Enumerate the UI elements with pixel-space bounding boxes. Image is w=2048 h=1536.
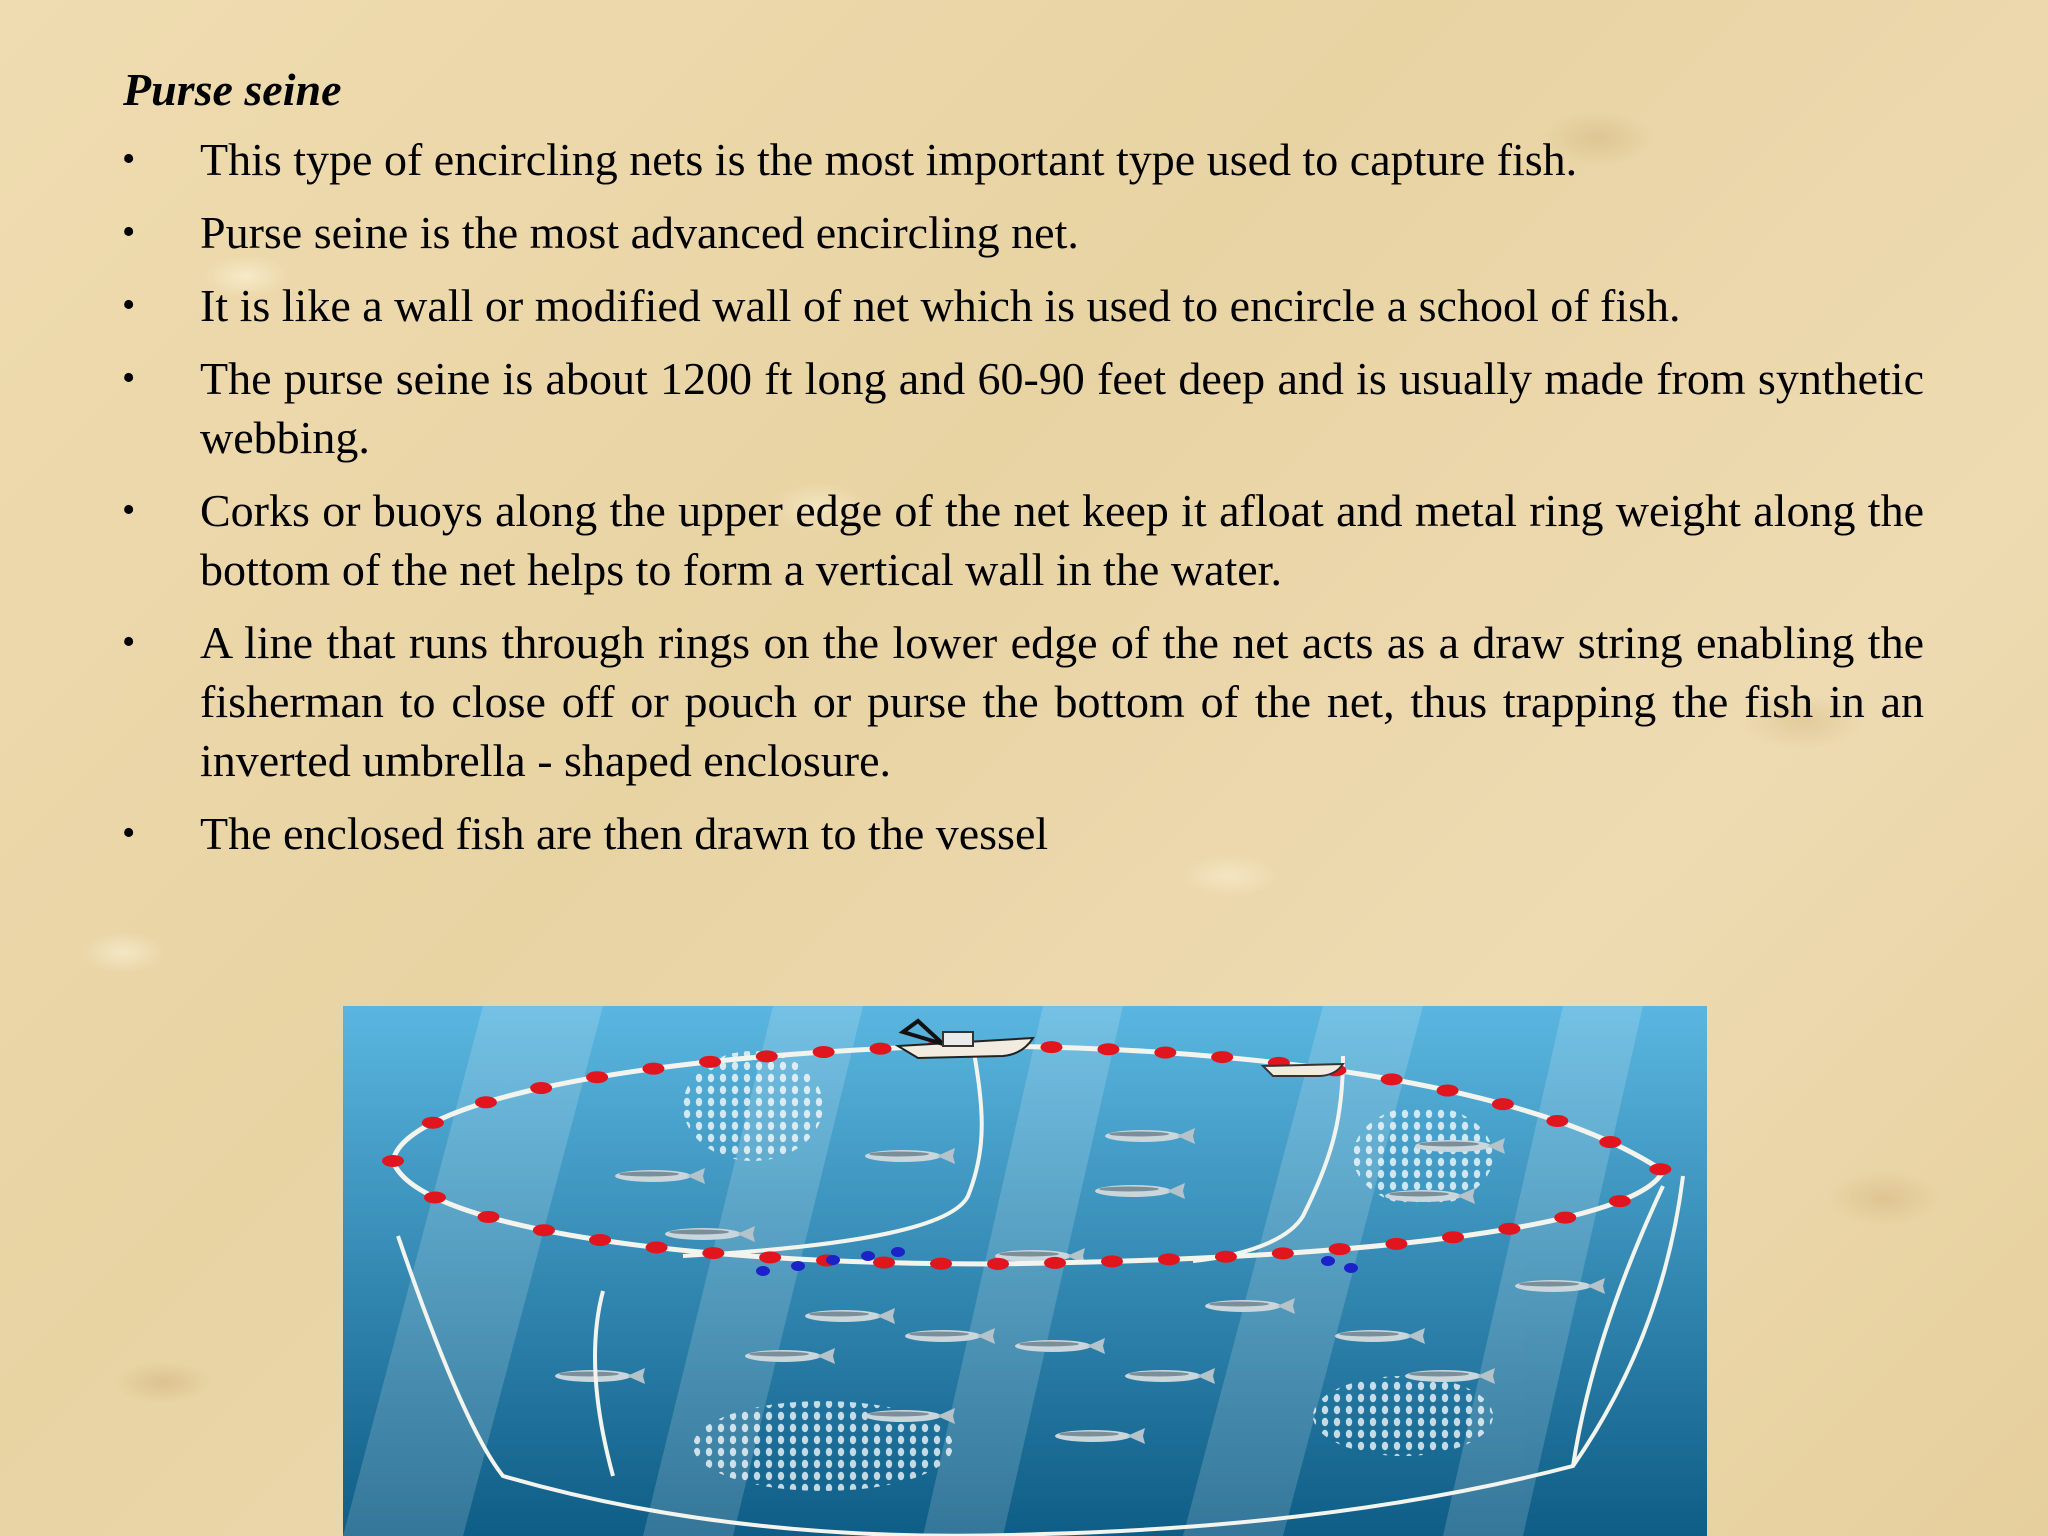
bullet-text: Purse seine is the most advanced encircling net. <box>200 207 1079 258</box>
purse-seine-diagram <box>343 1006 1707 1536</box>
bullet-list <box>118 130 1924 877</box>
float-buoy <box>589 1234 611 1246</box>
float-buoy <box>1554 1212 1576 1224</box>
purse-ring <box>1344 1263 1358 1273</box>
float-buoy <box>1215 1251 1237 1263</box>
skiff-icon <box>1263 1064 1343 1076</box>
purse-ring <box>756 1266 770 1276</box>
float-buoy <box>1498 1223 1520 1235</box>
purse-ring <box>861 1251 875 1261</box>
float-buoy <box>1158 1253 1180 1265</box>
purse-seine-illustration <box>343 1006 1707 1536</box>
bullet-item <box>118 613 1924 790</box>
bullet-text: It is like a wall or modified wall of net which is used to encircle a school of fish. <box>200 280 1681 331</box>
bullet-dot-icon: • <box>122 812 136 854</box>
purse-ring <box>891 1247 905 1257</box>
float-buoy <box>1442 1231 1464 1243</box>
float-buoy <box>1044 1257 1066 1269</box>
purse-ring <box>791 1261 805 1271</box>
float-buoy <box>1381 1073 1403 1085</box>
float-buoy <box>422 1117 444 1129</box>
bullet-dot-icon: • <box>122 138 136 180</box>
float-buoy <box>756 1050 778 1062</box>
bullet-item <box>118 349 1924 467</box>
float-buoy <box>586 1071 608 1083</box>
float-buoy <box>873 1257 895 1269</box>
float-buoy <box>930 1258 952 1270</box>
float-buoy <box>759 1251 781 1263</box>
purse-ring <box>826 1255 840 1265</box>
bullet-dot-icon: • <box>122 284 136 326</box>
bullet-item <box>118 276 1924 335</box>
float-buoy <box>1649 1163 1671 1175</box>
bullet-text: The purse seine is about 1200 ft long and 60-90 feet deep and is usually made from synthetic webbing. <box>200 353 1924 463</box>
float-buoy <box>642 1063 664 1075</box>
bullet-text: This type of encircling nets is the most important type used to capture fish. <box>200 134 1578 185</box>
float-buoy <box>813 1046 835 1058</box>
float-buoy <box>1546 1115 1568 1127</box>
float-buoy <box>475 1096 497 1108</box>
float-buoy <box>1097 1043 1119 1055</box>
float-buoy <box>1599 1136 1621 1148</box>
float-buoy <box>1101 1255 1123 1267</box>
float-buoy <box>530 1082 552 1094</box>
bullet-item <box>118 481 1924 599</box>
float-buoy <box>987 1258 1009 1270</box>
float-buoy <box>1040 1041 1062 1053</box>
float-buoy <box>702 1247 724 1259</box>
float-buoy <box>477 1211 499 1223</box>
float-buoy <box>1385 1238 1407 1250</box>
float-buoy <box>646 1241 668 1253</box>
bullet-text: A line that runs through rings on the lower edge of the net acts as a draw string enabling the fisherman to close off or pouch or purse the bottom of the net, thus trapping the fish in an inverted umbrella - shaped enclosure. <box>200 617 1924 786</box>
float-buoy <box>533 1224 555 1236</box>
slide-title: Purse seine <box>123 64 342 115</box>
purse-ring <box>1321 1256 1335 1266</box>
bullet-dot-icon: • <box>122 211 136 253</box>
float-buoy <box>1609 1195 1631 1207</box>
float-buoy <box>1492 1098 1514 1110</box>
bullet-item <box>118 203 1924 262</box>
bullet-text: The enclosed fish are then drawn to the vessel <box>200 808 1049 859</box>
bullet-dot-icon: • <box>122 489 136 531</box>
bullet-dot-icon: • <box>122 357 136 399</box>
float-buoy <box>699 1056 721 1068</box>
float-buoy <box>424 1191 446 1203</box>
float-buoy <box>1272 1247 1294 1259</box>
bullet-dot-icon: • <box>122 621 136 663</box>
bullet-item <box>118 130 1924 189</box>
float-buoy <box>1211 1051 1233 1063</box>
bullet-text: Corks or buoys along the upper edge of the net keep it afloat and metal ring weight along the bottom of the net helps to form a vertical wall in the water. <box>200 485 1924 595</box>
float-buoy <box>1329 1243 1351 1255</box>
float-buoy <box>382 1155 404 1167</box>
float-buoy <box>1437 1085 1459 1097</box>
bullet-item <box>118 804 1924 863</box>
float-buoy <box>1154 1047 1176 1059</box>
float-buoy <box>870 1043 892 1055</box>
